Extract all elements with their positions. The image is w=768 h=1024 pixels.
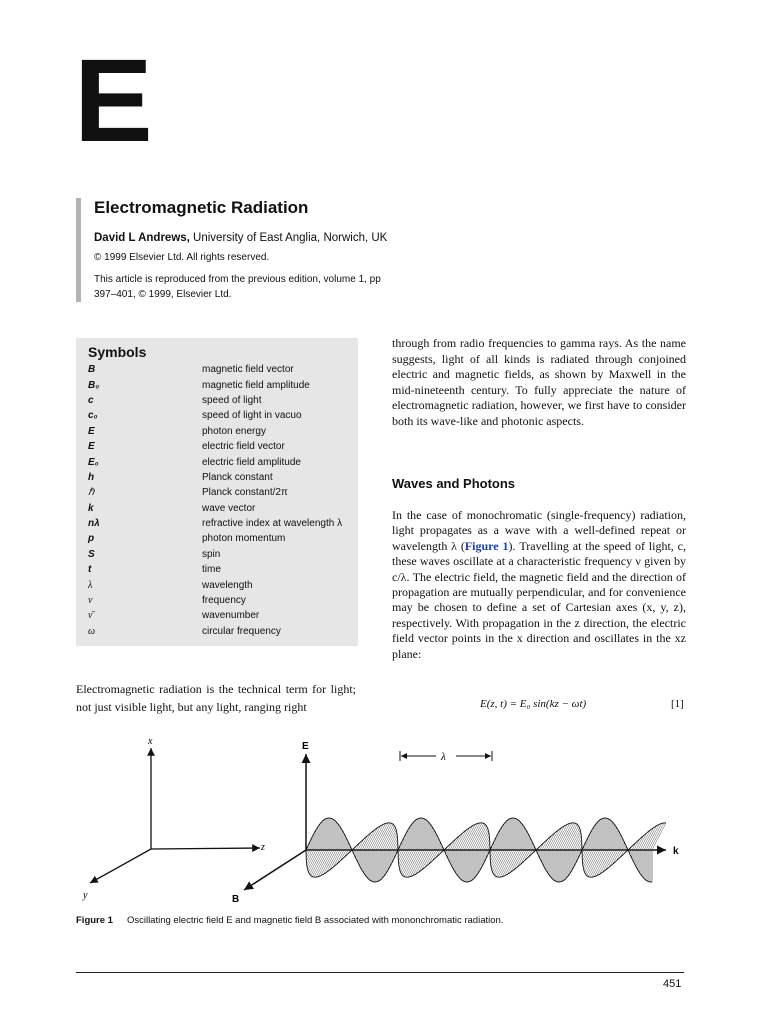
symbol-description: time [202,564,221,576]
symbol-key: E [88,441,95,453]
symbols-list [88,362,350,639]
b-field-hatch [337,850,344,864]
b-field-hatch [521,850,528,864]
symbol-description: refractive index at wavelength λ [202,518,343,530]
b-field-hatch [562,823,576,850]
b-field-hatch [378,823,392,850]
b-field-hatch [478,830,488,850]
article-title: Electromagnetic Radiation [94,198,309,217]
b-field-hatch [364,830,374,850]
reproduction-note: This article is reproduced from the previous edition, volume 1, pp 397–401, © 1999, Elsevier Ltd. [94,274,381,300]
b-field-hatch [613,850,620,864]
b-field-hatch [474,826,486,850]
continuation-paragraph: through from radio frequencies to gamma rays. As the name suggests, light of all kinds is radiated through conjoined electric and magnetic fields, as shown by Maxwell in the mid-nineteenth century. To fully appreciate the nature of electromagnetic radiation, however, we first have to consider both its wave-like and photonic aspects. [392,336,686,428]
symbol-row [88,485,350,500]
symbol-key: h [88,471,95,483]
footer-rule [76,972,684,973]
b-field-hatch [492,850,502,870]
symbol-key: c [88,394,94,406]
b-field-hatch [422,850,432,870]
b-field-hatch [324,850,336,874]
symbol-key: E₀ [88,456,99,468]
symbol-row [88,424,350,439]
symbol-row [88,393,350,408]
b-field-hatch [310,850,322,874]
symbol-description: photon energy [202,425,266,437]
chapter-letter: E [74,35,153,167]
symbol-key: E [88,425,95,437]
b-field-hatch [564,824,577,850]
b-field-hatch [578,843,582,850]
b-field-hatch [491,850,498,864]
symbols-title: Symbols [88,344,147,360]
symbol-key: k [88,502,94,514]
b-field-hatch [308,850,318,870]
b-field-hatch [584,850,594,870]
symbol-key: S [88,548,95,560]
page-number: 451 [663,978,682,990]
symbol-row [88,531,350,546]
article-header [76,198,409,302]
b-field-hatch [460,826,472,850]
b-field-hatch [486,843,490,850]
b-field-hatch [386,830,396,850]
axis-z-label: z [261,842,265,853]
b-field-hatch [400,850,410,870]
symbol-row [88,377,350,392]
symbol-row [88,547,350,562]
symbol-key: t [88,564,92,576]
intro-paragraph: Electromagnetic radiation is the technical term for light; not just visible light, but any light, ranging right [76,682,356,714]
label-k: k [673,846,679,857]
symbol-row [88,593,350,608]
z-axis-line [151,848,260,849]
caption-label: Figure 1 [76,915,113,926]
symbol-description: magnetic field vector [202,364,294,376]
b-field-hatch [588,850,602,877]
b-field-hatch [552,826,564,850]
symbol-description: Planck constant [202,471,273,483]
copyright-notice: © 1999 Elsevier Ltd. All rights reserved. [94,252,270,263]
b-field-hatch [399,850,406,864]
symbol-description: Planck constant/2π [202,487,288,499]
figure-1-caption [76,915,503,926]
symbol-key: B₀ [88,379,100,391]
symbol-row [88,439,350,454]
b-field-hatch [404,850,418,877]
symbol-description: circular frequency [202,625,281,637]
symbol-key: ν [88,595,93,607]
caption-text: Oscillating electric field E and magnetic field B associated with mononchromatic radiation. [126,915,504,926]
label-B: B [232,894,240,905]
b-field-hatch [570,830,580,850]
symbol-key: λ [88,579,93,591]
symbol-row [88,470,350,485]
equation-1: E(z, t) = E₀ sin(kz − ωt) [480,698,587,710]
symbol-description: magnetic field amplitude [202,379,310,391]
b-field-hatch [514,850,524,870]
symbol-key: p [88,533,95,545]
section-heading: Waves and Photons [392,476,516,491]
b-field-hatch [574,836,581,850]
b-axis-line [244,850,306,890]
symbol-description: frequency [202,595,246,607]
b-field-hatch [360,836,367,850]
b-field-hatch [606,850,616,870]
b-field-hatch [496,850,510,877]
symbol-description: photon momentum [202,533,286,545]
b-field-hatch [390,836,397,850]
b-field-hatch [307,850,314,864]
symbol-row [88,454,350,469]
b-field-hatch [508,850,520,874]
b-field-hatch [650,823,664,850]
symbol-row [88,624,350,639]
b-field-hatch [636,836,643,850]
b-field-hatch [330,850,340,870]
symbols-box [76,338,358,646]
b-field-hatch [587,850,600,876]
b-field-hatch [470,823,484,850]
b-field-hatch [644,826,656,850]
symbol-row [88,501,350,516]
waves-text-a: In the case of monochromatic (single-frequency) radiation, light propagates as a wave with a well-defined repeat or wavelength λ ( [392,508,686,553]
b-field-hatch [398,850,402,857]
symbol-key: nλ [88,518,100,530]
author-affiliation: University of East Anglia, Norwich, UK [189,232,388,244]
b-field-hatch [306,850,310,857]
symbol-key: ν̄ [88,610,93,622]
symbol-description: wave vector [202,502,256,514]
symbol-row [88,608,350,623]
symbol-description: speed of light [202,394,262,406]
author-name: David L Andrews, [94,232,190,244]
b-field-hatch [394,843,398,850]
b-field-hatch [583,850,590,864]
b-field-hatch [548,830,558,850]
b-field-hatch [456,830,466,850]
symbol-description: spin [202,548,221,560]
b-field-hatch [566,826,578,850]
b-field-hatch [490,850,494,857]
b-field-hatch [600,850,612,874]
b-field-hatch [416,850,428,874]
symbol-key: ω [88,625,96,637]
b-field-hatch [402,850,414,874]
b-field-hatch [640,830,650,850]
axis-x-label: x [148,736,153,747]
b-field-hatch [312,850,326,877]
b-field-hatch [452,836,459,850]
b-field-hatch [403,850,416,876]
b-field-hatch [472,824,485,850]
axis-y-label: y [83,890,88,901]
figure-1-diagram [50,730,710,910]
b-field-hatch [544,836,551,850]
b-field-hatch [429,850,436,864]
symbol-description: wavenumber [202,610,260,622]
label-lambda: λ [441,751,446,763]
symbol-description: electric field amplitude [202,456,301,468]
symbol-key: ℏ [88,487,95,499]
b-field-hatch [382,826,394,850]
b-field-hatch [482,836,489,850]
author-line [94,232,387,244]
symbol-row [88,362,350,377]
symbol-description: wavelength [202,579,253,591]
symbol-row [88,577,350,592]
figure-1-link[interactable]: Figure 1 [464,538,509,553]
y-axis-line [90,849,151,883]
label-E: E [302,741,309,752]
b-field-hatch [494,850,506,874]
b-field-hatch [311,850,324,876]
equation-number: [1] [671,698,684,710]
waves-text-b: ). Travelling at the speed of light, c, these waves oscillate at a characteristic frequency ν given by c/λ. The electric field, the magnetic field and the direction of propagation are mutually perpendicular, and for convenience may be chosen to define a set of Cartesian axes (x, y, z), respectively. With propagation in the z direction, the electric field vector points in the x direction and oscillates in the xz plane: [392,538,686,661]
symbol-key: c₀ [88,410,98,422]
symbol-description: speed of light in vacuo [202,410,302,422]
b-field-hatch [380,824,393,850]
symbol-row [88,408,350,423]
b-field-hatch [495,850,508,876]
b-field-hatch [368,826,380,850]
b-field-hatch [582,850,586,857]
symbol-row [88,516,350,531]
waves-paragraph [392,508,686,662]
symbol-key: B [88,364,96,376]
symbol-row [88,562,350,577]
symbol-description: electric field vector [202,441,285,453]
b-field-hatch [586,850,598,874]
